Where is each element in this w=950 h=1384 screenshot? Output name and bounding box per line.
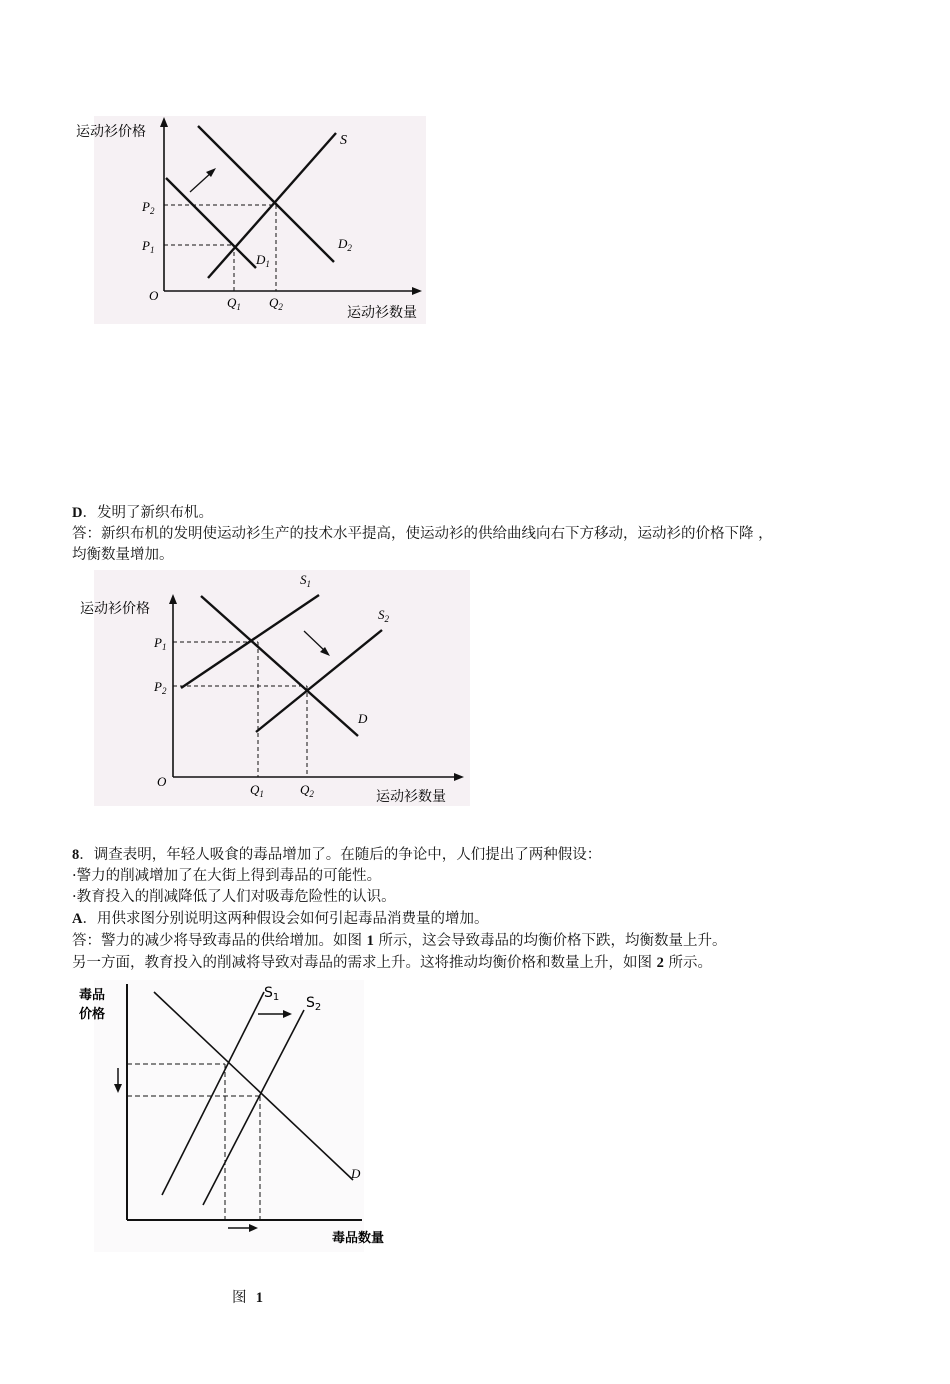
question8-part-a: A．用供求图分别说明这两种假设会如何引起毒品消费量的增加。 <box>72 911 489 927</box>
section-d-heading: D．发明了新织布机。 <box>72 505 213 521</box>
p1-label: $P_1$ <box>142 238 155 255</box>
question8-bullet1: ·警力的削减增加了在大街上得到毒品的可能性。 <box>72 868 382 884</box>
demand-label: D <box>358 711 368 726</box>
figure-demand-shift <box>76 116 426 324</box>
s2-label: $S_2$ <box>306 995 322 1013</box>
q2-label: $Q_2$ <box>269 295 283 312</box>
origin-label: O <box>149 288 159 303</box>
d1-label: $D_1$ <box>256 252 270 269</box>
d2-label: $D_2$ <box>338 236 352 253</box>
y-axis-label: 运动衫价格 <box>76 124 146 140</box>
question8-bullet2: ·教育投入的削减降低了人们对吸毒危险性的认识。 <box>72 889 396 905</box>
p1-label: $P_1$ <box>154 635 167 652</box>
question8-answer1: 答：警力的减少将导致毒品的供给增加。如图 1 所示，这会导致毒品的均衡价格下跌，均衡数量上升。 <box>72 933 727 949</box>
demand-label: D <box>351 1166 361 1181</box>
s2-label: $S_2$ <box>378 607 389 624</box>
supply-shift-chart <box>80 570 470 806</box>
x-axis-label: 运动衫数量 <box>376 789 446 805</box>
q2-label: $Q_2$ <box>300 782 314 799</box>
q1-label: $Q_1$ <box>250 782 264 799</box>
figure-supply-shift <box>80 570 470 806</box>
s1-label: $S_1$ <box>300 572 311 589</box>
y-axis-label: 运动衫价格 <box>80 601 150 617</box>
x-axis-label: 运动衫数量 <box>347 305 417 321</box>
p2-label: $P_2$ <box>154 679 167 696</box>
origin-label: O <box>157 774 167 789</box>
x-axis-label: 毒品数量 <box>332 1231 385 1246</box>
question8-answer2: 另一方面，教育投入的削减将导致对毒品的需求上升。这将推动均衡价格和数量上升，如图 2 所示。 <box>72 955 712 971</box>
demand-shift-chart <box>76 116 426 324</box>
figure3-caption: 图 1 <box>232 1290 263 1306</box>
section-d-answer-line2: 均衡数量增加。 <box>72 547 174 563</box>
question8-line1: 8．调查表明，年轻人吸食的毒品增加了。在随后的争论中，人们提出了两种假设： <box>72 847 602 863</box>
y-axis-label-line2: 价格 <box>79 1007 106 1022</box>
y-axis-label-line1: 毒品 <box>79 988 106 1003</box>
p2-label: $P_2$ <box>142 199 155 216</box>
figure-drug-supply <box>72 980 392 1255</box>
q1-label: $Q_1$ <box>227 295 241 312</box>
section-d-answer-line1: 答：新织布机的发明使运动衫生产的技术水平提高，使运动衫的供给曲线向右下方移动，运动衫的价格下降 ， <box>72 526 773 542</box>
chart-background <box>94 570 470 806</box>
s1-label: $S_1$ <box>264 985 280 1003</box>
supply-label: S <box>340 133 347 148</box>
chart-background <box>94 980 364 1252</box>
drug-supply-chart <box>72 980 392 1255</box>
